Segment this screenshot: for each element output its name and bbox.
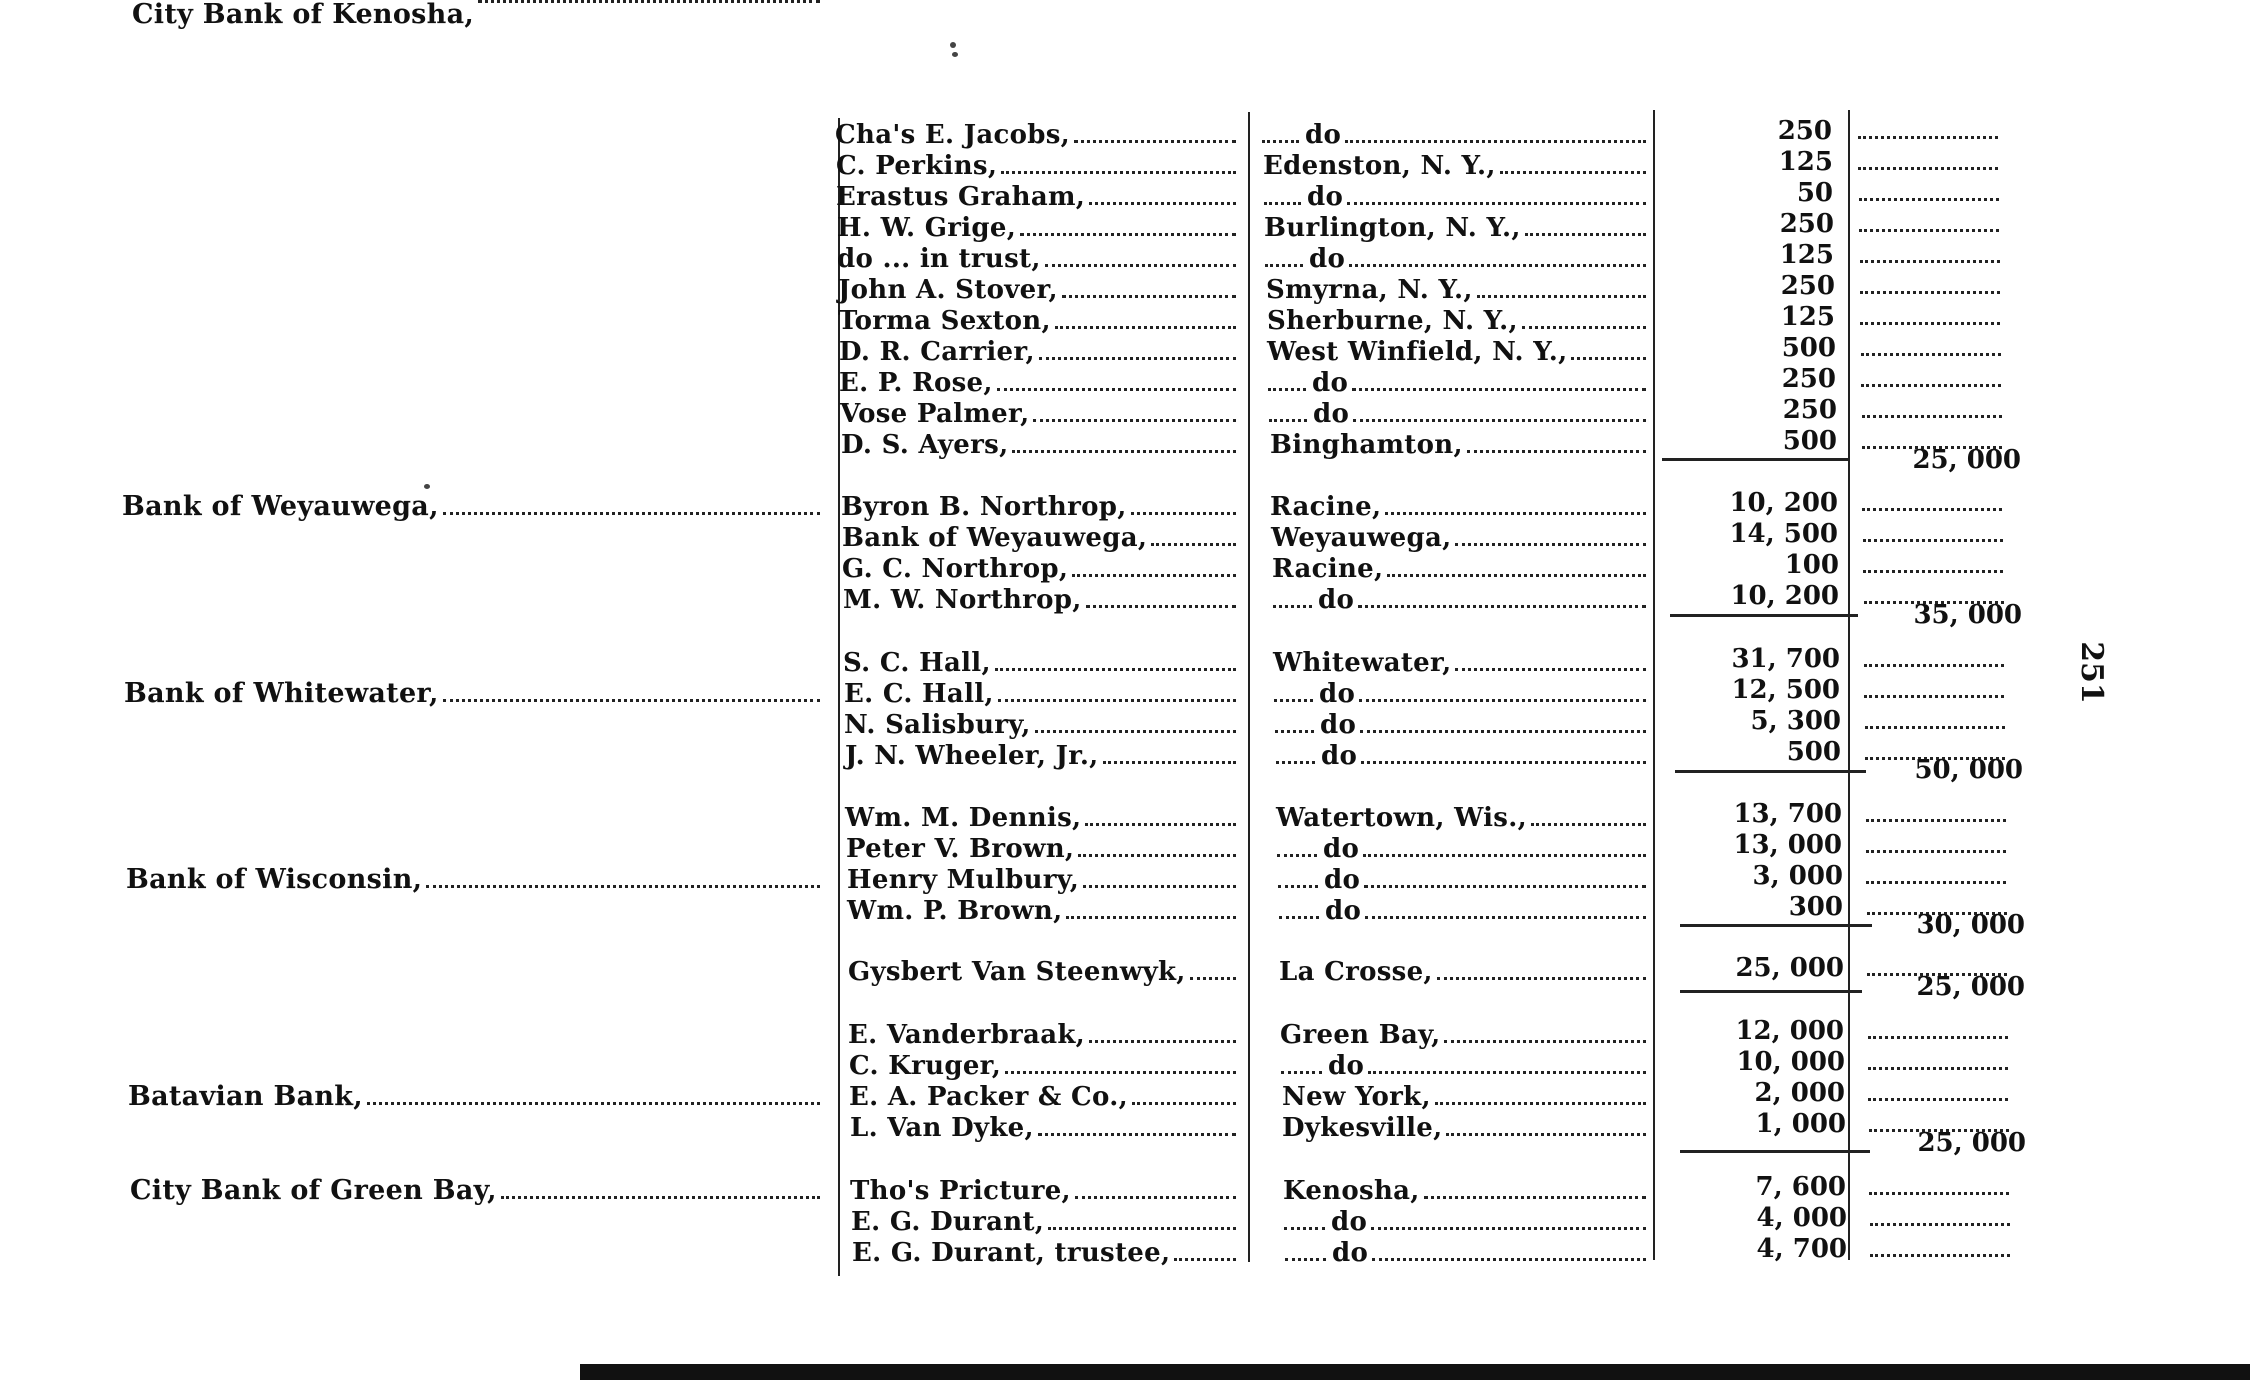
- subtotal: 25, 000: [1916, 972, 2025, 1002]
- share-amount: 125: [1780, 302, 1835, 332]
- bank-name: Bank of Weyauwega,: [122, 491, 439, 522]
- holder-name: Gysbert Van Steenwyk,: [848, 957, 1186, 987]
- holder-name: Erastus Graham,: [836, 182, 1086, 212]
- holder-name: Vose Palmer,: [840, 399, 1030, 429]
- residence: Green Bay,: [1280, 1020, 1441, 1050]
- leader-dots: [1863, 539, 2003, 542]
- residence: do: [1318, 585, 1355, 615]
- share-amount: 125: [1779, 240, 1834, 270]
- leader-dots: [1131, 512, 1236, 515]
- residence: Whitewater,: [1273, 648, 1452, 678]
- share-amount: 5, 300: [1750, 706, 1841, 736]
- leader-dots: [1001, 171, 1236, 174]
- leader-dots: [1861, 384, 2001, 387]
- bank-name: City Bank of Kenosha,: [132, 0, 475, 30]
- share-amount: 31, 700: [1731, 644, 1840, 674]
- subtotal-rule: [1662, 458, 1848, 461]
- holder-name: J. N. Wheeler, Jr.,: [845, 741, 1099, 771]
- subtotal: 50, 000: [1914, 755, 2023, 785]
- residence: do: [1321, 741, 1358, 771]
- leader-dots: [1522, 326, 1646, 329]
- leader-dots: [1277, 854, 1317, 857]
- leader-dots: [1372, 1258, 1646, 1261]
- leader-dots: [1132, 1102, 1236, 1105]
- residence: Smyrna, N. Y.,: [1266, 275, 1473, 305]
- column-rule-residence: [1248, 112, 1250, 1262]
- leader-dots: [1358, 605, 1646, 608]
- holder-name: L. Van Dyke,: [850, 1113, 1034, 1143]
- holder-name: N. Salisbury,: [844, 710, 1031, 740]
- leader-dots: [1359, 699, 1646, 702]
- leader-dots: [1866, 850, 2006, 853]
- column-rule-amount: [1653, 110, 1655, 1260]
- leader-dots: [1371, 1227, 1646, 1230]
- holder-name: Byron B. Northrop,: [841, 492, 1127, 522]
- leader-dots: [1866, 881, 2006, 884]
- bank-name: Bank of Wisconsin,: [126, 864, 423, 895]
- holder-name: Torma Sexton,: [838, 306, 1051, 336]
- residence: do: [1319, 679, 1356, 709]
- leader-dots: [1865, 726, 2005, 729]
- leader-dots: [1055, 326, 1236, 329]
- residence: New York,: [1282, 1082, 1431, 1112]
- leader-dots: [1363, 854, 1646, 857]
- bank-name: City Bank of Green Bay,: [130, 1175, 497, 1206]
- leader-dots: [1035, 730, 1236, 733]
- leader-dots: [1869, 1192, 2009, 1195]
- bank-name: Batavian Bank,: [128, 1081, 364, 1112]
- share-amount: 300: [1788, 892, 1843, 922]
- holder-name: M. W. Northrop,: [843, 585, 1082, 615]
- holder-name: Bank of Weyauwega,: [842, 523, 1148, 553]
- residence: Weyauwega,: [1271, 523, 1452, 553]
- residence: do: [1332, 1238, 1369, 1268]
- holder-name: C. Kruger,: [849, 1051, 1002, 1081]
- leader-dots: [1868, 1036, 2008, 1039]
- leader-dots: [1525, 233, 1646, 236]
- subtotal: 25, 000: [1917, 1128, 2026, 1158]
- leader-dots: [1279, 916, 1319, 919]
- share-amount: 2, 000: [1754, 1078, 1845, 1108]
- holder-name: D. R. Carrier,: [839, 337, 1035, 367]
- leader-dots: [1870, 1223, 2010, 1226]
- subtotal-rule: [1680, 990, 1862, 993]
- ink-speck: [424, 484, 430, 489]
- residence: do: [1307, 182, 1344, 212]
- holder-name: E. G. Durant, trustee,: [852, 1238, 1171, 1268]
- residence: do: [1305, 120, 1342, 150]
- residence: do: [1320, 710, 1357, 740]
- subtotal: 30, 000: [1916, 910, 2025, 940]
- leader-dots: [1268, 388, 1306, 391]
- leader-dots: [1285, 1258, 1326, 1261]
- leader-dots: [1477, 295, 1646, 298]
- residence: Edenston, N. Y.,: [1263, 151, 1496, 181]
- leader-dots: [1048, 1227, 1236, 1230]
- share-amount: 250: [1780, 271, 1835, 301]
- leader-dots: [1859, 229, 1999, 232]
- holder-name: E. P. Rose,: [839, 368, 993, 398]
- share-amount: 125: [1778, 147, 1833, 177]
- column-rule-total: [1848, 110, 1850, 1260]
- holder-name: G. C. Northrop,: [842, 554, 1069, 584]
- leader-dots: [1364, 885, 1646, 888]
- share-amount: 1, 000: [1755, 1109, 1846, 1139]
- share-amount: 13, 700: [1733, 799, 1842, 829]
- leader-dots: [1274, 699, 1313, 702]
- leader-dots: [1531, 823, 1646, 826]
- holder-name: E. Vanderbraak,: [848, 1020, 1086, 1050]
- leader-dots: [501, 1196, 820, 1199]
- leader-dots: [1862, 415, 2002, 418]
- leader-dots: [1033, 419, 1236, 422]
- subtotal-rule: [1680, 1150, 1870, 1153]
- residence: Sherburne, N. Y.,: [1267, 306, 1518, 336]
- leader-dots: [1353, 419, 1646, 422]
- leader-dots: [1446, 1133, 1646, 1136]
- share-amount: 10, 200: [1730, 581, 1839, 611]
- leader-dots: [1444, 1040, 1646, 1043]
- leader-dots: [443, 512, 820, 515]
- share-amount: 4, 700: [1756, 1234, 1847, 1264]
- residence: La Crosse,: [1279, 957, 1433, 987]
- residence: do: [1328, 1051, 1365, 1081]
- share-amount: 10, 200: [1729, 488, 1838, 518]
- leader-dots: [1368, 1071, 1646, 1074]
- leader-dots: [367, 1102, 820, 1105]
- holder-name: John A. Stover,: [838, 275, 1058, 305]
- leader-dots: [1086, 605, 1236, 608]
- residence: do: [1324, 865, 1361, 895]
- residence: do: [1312, 368, 1349, 398]
- leader-dots: [1151, 543, 1236, 546]
- leader-dots: [1103, 761, 1236, 764]
- subtotal: 35, 000: [1913, 600, 2022, 630]
- share-amount: 500: [1782, 426, 1837, 456]
- subtotal-rule: [1670, 614, 1858, 617]
- residence: Binghamton,: [1270, 430, 1463, 460]
- leader-dots: [1278, 885, 1318, 888]
- leader-dots: [1361, 761, 1646, 764]
- leader-dots: [1083, 885, 1236, 888]
- leader-dots: [1075, 1196, 1236, 1199]
- residence: do: [1313, 399, 1350, 429]
- leader-dots: [1005, 1071, 1236, 1074]
- leader-dots: [1863, 570, 2003, 573]
- leader-dots: [1039, 357, 1236, 360]
- leader-dots: [1284, 1227, 1325, 1230]
- leader-dots: [1860, 260, 2000, 263]
- leader-dots: [1072, 574, 1236, 577]
- leader-dots: [1866, 819, 2006, 822]
- residence: do: [1323, 834, 1360, 864]
- residence: Racine,: [1270, 492, 1382, 522]
- leader-dots: [1455, 543, 1646, 546]
- leader-dots: [1864, 664, 2004, 667]
- leader-dots: [1020, 233, 1236, 236]
- leader-dots: [1089, 202, 1236, 205]
- subtotal-rule: [1680, 924, 1872, 927]
- leader-dots: [1860, 322, 2000, 325]
- residence: Watertown, Wis.,: [1276, 803, 1527, 833]
- leader-dots: [1089, 1040, 1236, 1043]
- holder-name: Henry Mulbury,: [847, 865, 1080, 895]
- leader-dots: [1500, 171, 1646, 174]
- holder-name: C. Perkins,: [836, 151, 998, 181]
- share-amount: 250: [1782, 395, 1837, 425]
- leader-dots: [1352, 388, 1646, 391]
- leader-dots: [1868, 1098, 2008, 1101]
- share-amount: 14, 500: [1729, 519, 1838, 549]
- leader-dots: [478, 0, 820, 3]
- leader-dots: [1864, 695, 2004, 698]
- bank-name: Bank of Whitewater,: [124, 678, 439, 709]
- holder-name: S. C. Hall,: [843, 648, 991, 678]
- leader-dots: [1858, 136, 1998, 139]
- holder-name: Cha's E. Jacobs,: [835, 120, 1071, 150]
- leader-dots: [1347, 202, 1646, 205]
- share-amount: 13, 000: [1733, 830, 1842, 860]
- ink-speck: [952, 52, 958, 57]
- leader-dots: [1858, 167, 1998, 170]
- share-amount: 250: [1781, 364, 1836, 394]
- leader-dots: [1860, 291, 2000, 294]
- leader-dots: [1281, 1071, 1322, 1074]
- share-amount: 250: [1777, 116, 1832, 146]
- holder-name: Wm. M. Dennis,: [845, 803, 1082, 833]
- ink-speck: [950, 42, 956, 48]
- residence: West Winfield, N. Y.,: [1267, 337, 1568, 367]
- share-amount: 7, 600: [1755, 1172, 1846, 1202]
- leader-dots: [1870, 1254, 2010, 1257]
- leader-dots: [1365, 916, 1646, 919]
- share-amount: 25, 000: [1735, 953, 1844, 983]
- share-amount: 12, 500: [1731, 675, 1840, 705]
- leader-dots: [1038, 1133, 1236, 1136]
- leader-dots: [1264, 202, 1301, 205]
- holder-name: E. C. Hall,: [844, 679, 994, 709]
- share-amount: 3, 000: [1752, 861, 1843, 891]
- leader-dots: [1861, 353, 2001, 356]
- share-amount: 12, 000: [1735, 1016, 1844, 1046]
- leader-dots: [1262, 140, 1299, 143]
- residence: do: [1309, 244, 1346, 274]
- subtotal: 25, 000: [1912, 445, 2021, 475]
- holder-name: H. W. Grige,: [837, 213, 1017, 243]
- leader-dots: [1074, 140, 1236, 143]
- subtotal-rule: [1675, 770, 1866, 773]
- leader-dots: [1385, 512, 1646, 515]
- leader-dots: [1868, 1067, 2008, 1070]
- leader-dots: [997, 388, 1236, 391]
- leader-dots: [1467, 450, 1646, 453]
- leader-dots: [1455, 668, 1646, 671]
- leader-dots: [1349, 264, 1646, 267]
- residence: Racine,: [1272, 554, 1384, 584]
- share-amount: 100: [1784, 550, 1839, 580]
- share-amount: 50: [1796, 178, 1833, 208]
- leader-dots: [1862, 508, 2002, 511]
- page-number: 251: [2073, 641, 2109, 704]
- leader-dots: [1276, 761, 1315, 764]
- share-amount: 10, 000: [1736, 1047, 1845, 1077]
- holder-name: Wm. P. Brown,: [847, 896, 1063, 926]
- share-amount: 500: [1786, 737, 1841, 767]
- holder-name: do ... in trust,: [837, 244, 1041, 274]
- leader-dots: [1066, 916, 1236, 919]
- leader-dots: [1360, 730, 1646, 733]
- leader-dots: [1387, 574, 1646, 577]
- holder-name: Peter V. Brown,: [846, 834, 1075, 864]
- leader-dots: [1275, 730, 1314, 733]
- residence: Burlington, N. Y.,: [1264, 213, 1521, 243]
- leader-dots: [998, 699, 1236, 702]
- leader-dots: [443, 699, 820, 702]
- leader-dots: [1273, 605, 1312, 608]
- leader-dots: [995, 668, 1236, 671]
- leader-dots: [1078, 854, 1236, 857]
- leader-dots: [1062, 295, 1236, 298]
- leader-dots: [426, 885, 820, 888]
- leader-dots: [1085, 823, 1236, 826]
- leader-dots: [1190, 977, 1236, 980]
- leader-dots: [1435, 1102, 1646, 1105]
- residence: do: [1331, 1207, 1368, 1237]
- page-bottom-edge: [580, 1364, 2250, 1380]
- leader-dots: [1269, 419, 1307, 422]
- residence: do: [1325, 896, 1362, 926]
- leader-dots: [1345, 140, 1646, 143]
- holder-name: E. G. Durant,: [851, 1207, 1045, 1237]
- holder-name: Tho's Pricture,: [850, 1176, 1071, 1206]
- leader-dots: [1859, 198, 1999, 201]
- leader-dots: [1265, 264, 1303, 267]
- residence: Dykesville,: [1282, 1113, 1443, 1143]
- leader-dots: [1012, 450, 1236, 453]
- leader-dots: [1424, 1196, 1646, 1199]
- holder-name: E. A. Packer & Co.,: [849, 1082, 1128, 1112]
- leader-dots: [1437, 977, 1646, 980]
- share-amount: 250: [1779, 209, 1834, 239]
- holder-name: D. S. Ayers,: [841, 430, 1009, 460]
- share-amount: 4, 000: [1756, 1203, 1847, 1233]
- leader-dots: [1045, 264, 1236, 267]
- leader-dots: [1571, 357, 1646, 360]
- share-amount: 500: [1781, 333, 1836, 363]
- residence: Kenosha,: [1283, 1176, 1420, 1206]
- leader-dots: [1174, 1258, 1236, 1261]
